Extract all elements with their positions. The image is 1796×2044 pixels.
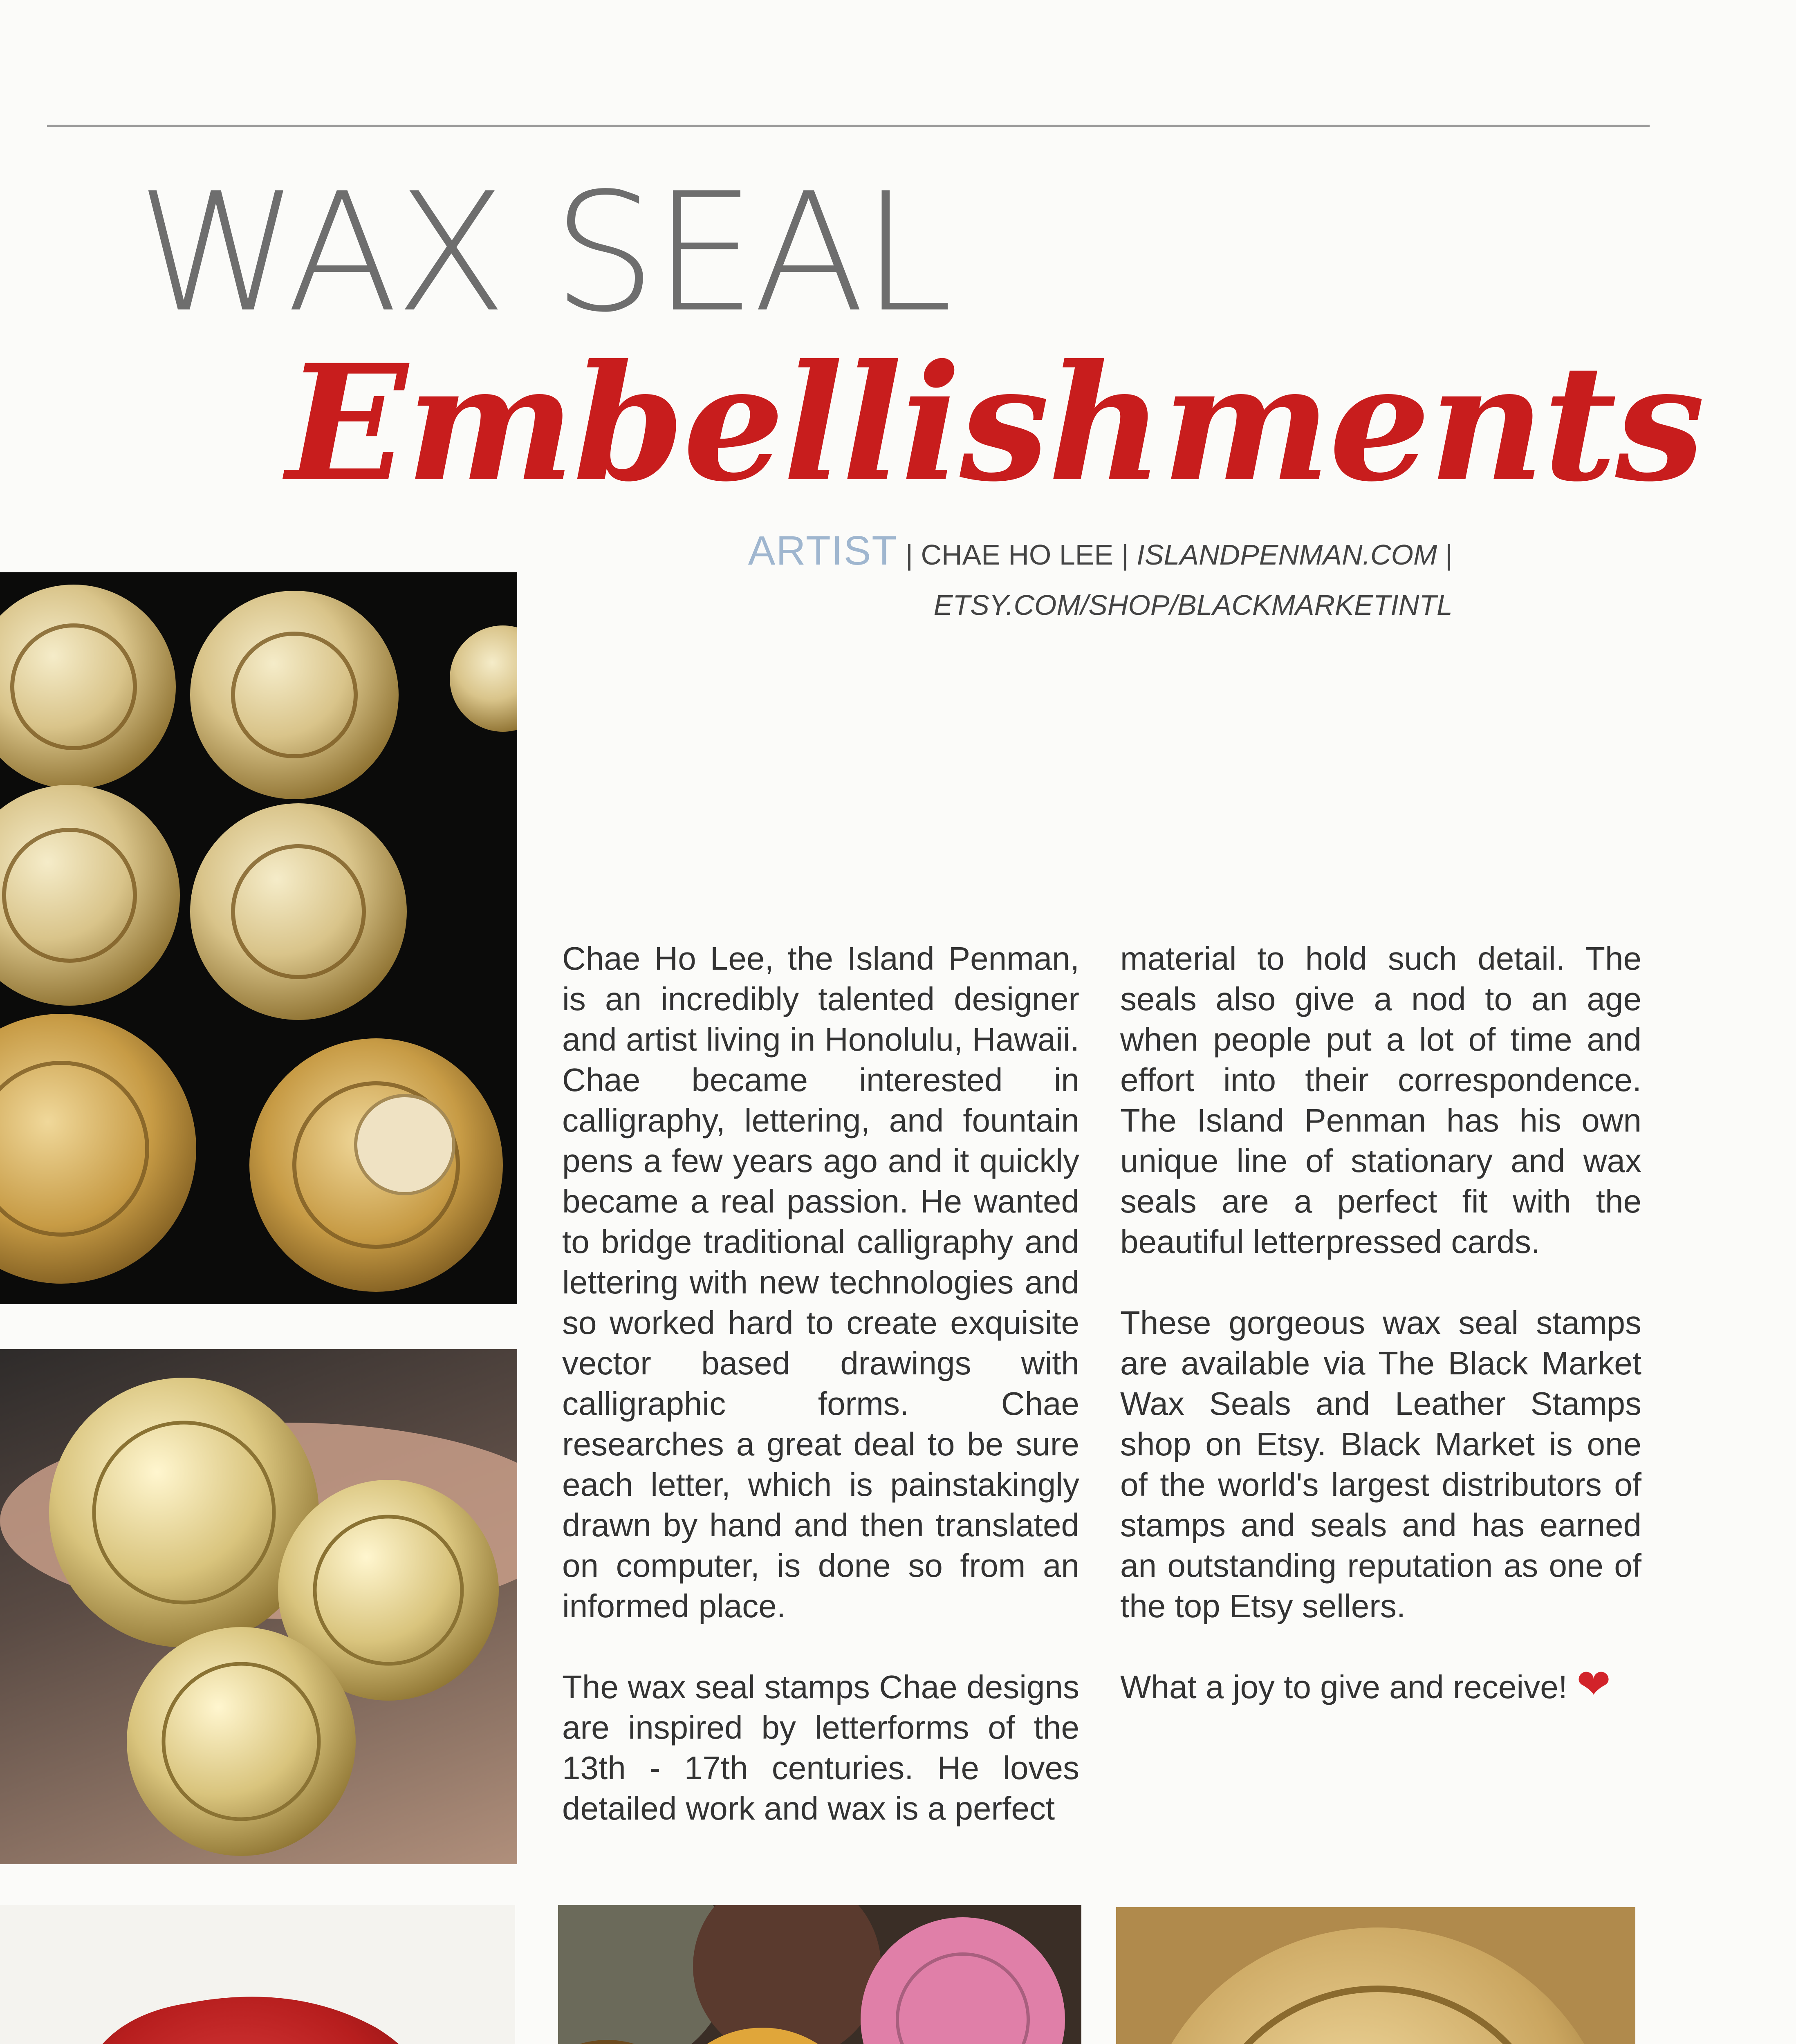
- multicolor-seals-illustration: [558, 1905, 1081, 2044]
- byline-separator: |: [905, 539, 913, 571]
- photo-hand-holding-seals: [0, 1349, 517, 1864]
- title-line2: Embellishments: [286, 329, 1704, 517]
- artist-website: ISLANDPENMAN.COM: [1137, 539, 1437, 571]
- hand-seals-illustration: [0, 1349, 517, 1864]
- artist-label: ARTIST: [748, 528, 898, 574]
- article-column-left: [562, 938, 1079, 1829]
- article-column-right: [1120, 938, 1641, 1707]
- byline-line1: [748, 527, 1453, 574]
- byline-separator: |: [1121, 539, 1129, 571]
- photo-gold-wax-seal: [1116, 1907, 1635, 2044]
- artist-name: CHAE HO LEE: [921, 539, 1114, 571]
- article-paragraph: These gorgeous wax seal stamps are available via The Black Market Wax Seals and Leather Stamps shop on Etsy. Black Market is one of the world's largest distributors of stamps and seals and has earned an outstanding reputation as one of the top Etsy sellers.: [1120, 1304, 1641, 1624]
- photo-multicolor-wax-seals: [558, 1905, 1081, 2044]
- heart-icon: ❤: [1576, 1661, 1611, 1707]
- gold-seal-illustration: [1116, 1907, 1635, 2044]
- seal-stamps-illustration: [0, 572, 517, 1304]
- byline-separator: |: [1445, 539, 1453, 571]
- photo-brass-seal-stamps: [0, 572, 517, 1304]
- title-line1: WAX SEAL: [137, 158, 950, 348]
- photo-red-wax-seal: [0, 1905, 515, 2044]
- closing-text: What a joy to give and receive!: [1120, 1669, 1567, 1705]
- top-rule: [47, 125, 1650, 127]
- red-seal-illustration: [0, 1905, 515, 2044]
- article-paragraph: The wax seal stamps Chae designs are inspired by letterforms of the 13th - 17th centuries. He loves detailed work and wax is a perfect: [562, 1669, 1079, 1827]
- article-paragraph: material to hold such detail. The seals also give a nod to an age when people put a lot of time and effort into their correspondence. The Island Penman has his own unique line of stationary and wax seals are a perfect fit with the beautiful letterpressed cards.: [1120, 940, 1641, 1260]
- byline-line2: ETSY.COM/SHOP/BLACKMARKETINTL: [933, 589, 1453, 621]
- article-paragraph: Chae Ho Lee, the Island Penman, is an incredibly talented designer and artist living in Honolulu, Hawaii. Chae became interested in calligraphy, lettering, and fountain pens a few years ago and it quickly became a real passion. He wanted to bridge traditional calligraphy and lettering with new technologies and so worked hard to create exquisite vector based drawings with calligraphic forms. Chae researches a great deal to be sure each letter, which is painstakingly drawn by hand and then translated on computer, is done so from an informed place.: [562, 940, 1079, 1624]
- closing-line: [1120, 1661, 1641, 1707]
